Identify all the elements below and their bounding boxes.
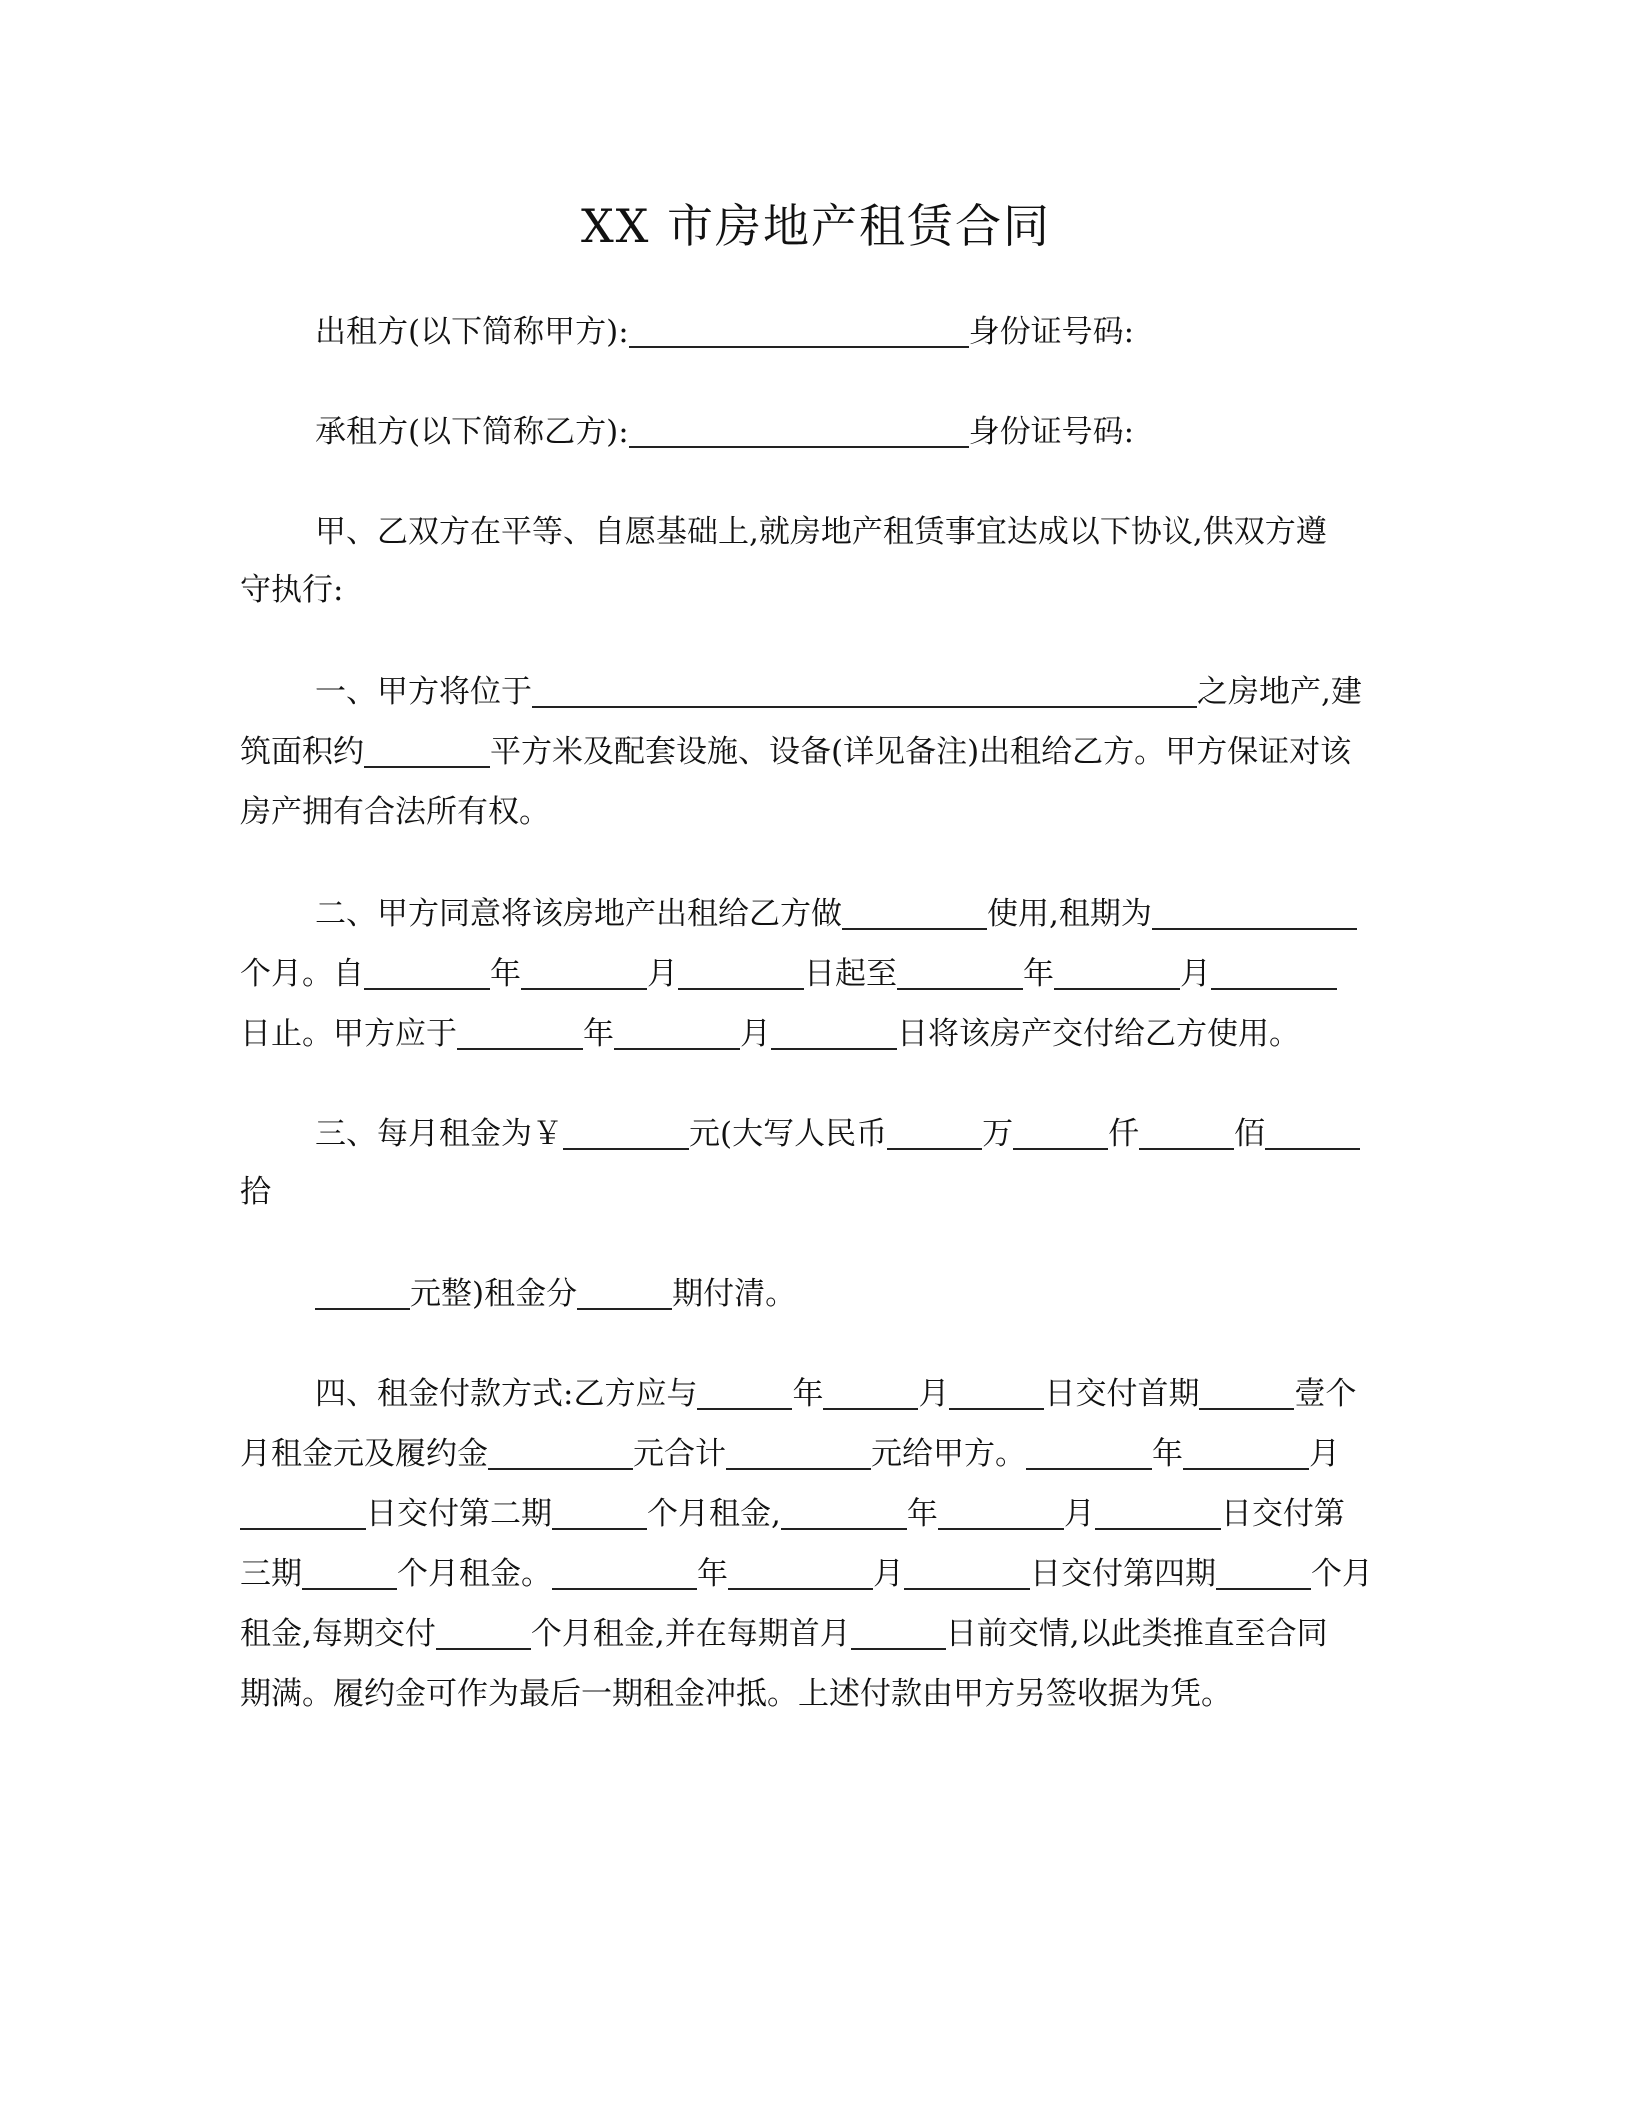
handover-year-blank — [457, 1016, 583, 1050]
third-year-blank — [781, 1496, 907, 1530]
usage-blank — [842, 896, 987, 930]
clause2-line-1 — [315, 894, 1465, 934]
start-year-blank — [364, 956, 490, 990]
clause1-text: 一、甲方将位于 — [315, 674, 532, 710]
clause4-line-2 — [240, 1434, 1390, 1474]
year-label: 年 — [792, 1376, 824, 1412]
clause4-text: 日前交情,以此类推直至合同 — [945, 1616, 1328, 1652]
clause4-line-6: 期满。履约金可作为最后一期租金冲抵。上述付款由甲方另签收据为凭。 — [240, 1676, 1232, 1712]
clause4-text: 租金,每期交付 — [240, 1616, 436, 1652]
clause4-text: 日交付第 — [1220, 1496, 1345, 1532]
rent-amount-blank — [563, 1116, 689, 1150]
clause2-text: 日止。甲方应于 — [240, 1016, 457, 1052]
fourth-period-blank — [1216, 1556, 1311, 1590]
lessee-id-label: 身份证号码: — [968, 414, 1135, 450]
clause4-text: 日交付首期 — [1044, 1376, 1200, 1412]
term-blank — [1152, 896, 1357, 930]
clause4-text: 个月 — [1311, 1556, 1373, 1592]
first-year-blank — [697, 1376, 792, 1410]
bai-label: 佰 — [1234, 1116, 1266, 1152]
month-label: 月 — [873, 1556, 904, 1592]
clause3-text: 期付清。 — [672, 1276, 797, 1312]
second-day-blank — [240, 1496, 366, 1530]
preamble-line-1: 甲、乙双方在平等、自愿基础上,就房地产租赁事宜达成以下协议,供双方遵 — [315, 514, 1327, 550]
clause4-text: 个月租金, — [647, 1496, 781, 1532]
third-month-blank — [938, 1496, 1064, 1530]
year-label: 年 — [697, 1556, 728, 1592]
clause2-text: 二、甲方同意将该房地产出租给乙方做 — [315, 896, 842, 932]
clause1-line-2 — [240, 732, 1390, 772]
address-blank — [532, 674, 1197, 708]
clause4-text: 个月租金。 — [397, 1556, 552, 1592]
clause4-text: 日交付第二期 — [366, 1496, 552, 1532]
clause1-line-3: 房产拥有合法所有权。 — [240, 794, 550, 830]
page-title: XX 市房地产租赁合同 — [580, 199, 1052, 253]
lessor-line — [315, 312, 1465, 352]
year-label: 年 — [583, 1016, 614, 1052]
year-label: 年 — [1152, 1436, 1183, 1472]
clause4-line-1 — [315, 1374, 1465, 1414]
wan-label: 万 — [982, 1116, 1014, 1152]
handover-day-blank — [771, 1016, 897, 1050]
clause3-text: 三、每月租金为￥ — [315, 1116, 563, 1152]
month-label: 月 — [1063, 1496, 1095, 1532]
month-label: 月 — [1180, 956, 1211, 992]
clause3-line-3 — [315, 1274, 1465, 1314]
clause1-line-1 — [315, 672, 1465, 712]
second-month-blank — [1183, 1436, 1309, 1470]
end-year-blank — [897, 956, 1023, 990]
first-day-blank — [949, 1376, 1044, 1410]
shi-blank — [1265, 1116, 1360, 1150]
clause2-line-3 — [240, 1014, 1390, 1054]
year-label: 年 — [1023, 956, 1054, 992]
months-per-period-blank — [436, 1616, 531, 1650]
month-label: 月 — [1309, 1436, 1340, 1472]
lessor-label: 出租方(以下简称甲方): — [315, 314, 629, 350]
total-blank — [726, 1436, 871, 1470]
preamble-line-2: 守执行: — [240, 572, 344, 608]
year-label: 年 — [490, 956, 521, 992]
clause3-text: 元(大写人民币 — [689, 1116, 888, 1152]
lessor-id-label: 身份证号码: — [968, 314, 1135, 350]
second-year-blank — [1026, 1436, 1152, 1470]
clause3-line-1 — [315, 1114, 1465, 1154]
fourth-year-blank — [552, 1556, 697, 1590]
clause4-text: 月租金元及履约金 — [240, 1436, 488, 1472]
lessee-line — [315, 412, 1465, 452]
clause4-text: 元合计 — [633, 1436, 726, 1472]
end-day-blank — [1211, 956, 1337, 990]
clause2-text: 使用,租期为 — [987, 896, 1152, 932]
lessee-label: 承租方(以下简称乙方): — [315, 414, 629, 450]
deposit-blank — [488, 1436, 633, 1470]
clause4-line-5 — [240, 1614, 1390, 1654]
start-month-blank — [521, 956, 647, 990]
clause4-text: 三期 — [240, 1556, 302, 1592]
lessee-name-blank — [629, 414, 969, 448]
month-label: 月 — [740, 1016, 771, 1052]
start-day-blank — [678, 956, 804, 990]
clause4-line-4 — [240, 1554, 1390, 1594]
clause1-text: 筑面积约 — [240, 734, 364, 770]
clause4-text: 个月租金,并在每期首月 — [530, 1616, 851, 1652]
third-day-blank — [1095, 1496, 1221, 1530]
clause2-text: 日将该房产交付给乙方使用。 — [897, 1016, 1300, 1052]
clause4-text: 壹个 — [1294, 1376, 1357, 1412]
bai-blank — [1139, 1116, 1234, 1150]
clause3-text: 元整)租金分 — [410, 1276, 578, 1312]
end-month-blank — [1054, 956, 1180, 990]
month-label: 月 — [918, 1376, 950, 1412]
clause3-line-2: 拾 — [240, 1174, 271, 1210]
qian-label: 仟 — [1108, 1116, 1140, 1152]
clause4-line-3 — [240, 1494, 1390, 1534]
third-period-blank — [302, 1556, 397, 1590]
handover-month-blank — [614, 1016, 740, 1050]
year-label: 年 — [906, 1496, 938, 1532]
clause4-text: 元给甲方。 — [871, 1436, 1026, 1472]
clause4-text: 日交付第四期 — [1030, 1556, 1216, 1592]
area-blank — [364, 734, 490, 768]
clause4-text: 四、租金付款方式:乙方应与 — [315, 1376, 698, 1412]
first-period-blank — [1199, 1376, 1294, 1410]
due-day-blank — [851, 1616, 946, 1650]
yuan-blank — [315, 1276, 410, 1310]
wan-blank — [887, 1116, 982, 1150]
fourth-day-blank — [904, 1556, 1030, 1590]
lessor-name-blank — [629, 314, 969, 348]
first-month-blank — [823, 1376, 918, 1410]
month-label: 月 — [647, 956, 678, 992]
clause1-text: 平方米及配套设施、设备(详见备注)出租给乙方。甲方保证对该 — [490, 734, 1352, 770]
clause1-text: 之房地产,建 — [1197, 674, 1362, 710]
qian-blank — [1013, 1116, 1108, 1150]
fourth-month-blank — [728, 1556, 873, 1590]
clause2-line-2 — [240, 954, 1390, 994]
clause2-text: 个月。自 — [240, 956, 364, 992]
second-period-blank — [552, 1496, 647, 1530]
clause2-text: 日起至 — [804, 956, 897, 992]
installments-blank — [577, 1276, 672, 1310]
